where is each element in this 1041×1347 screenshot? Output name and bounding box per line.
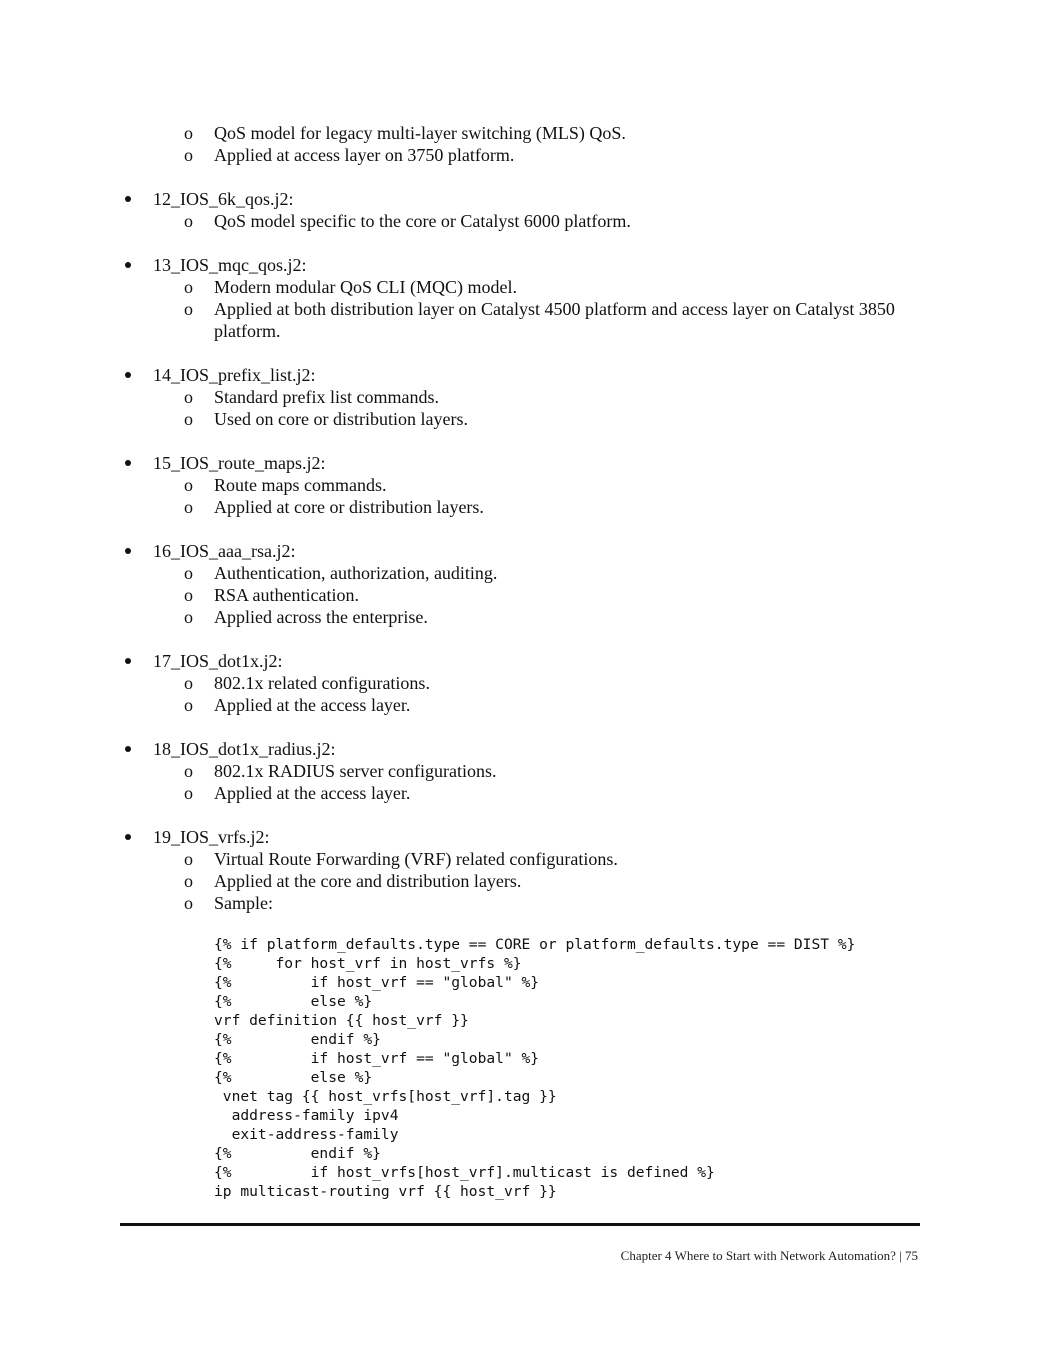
circle-bullet-icon: o	[184, 849, 193, 869]
sub-item: o Applied at the access layer.	[184, 695, 411, 715]
sub-item: o Used on core or distribution layers.	[184, 409, 468, 429]
section-item	[122, 364, 912, 430]
sublist	[153, 672, 912, 716]
circle-bullet-icon: o	[184, 409, 193, 429]
sublist	[153, 386, 912, 430]
sub-item: o 802.1x RADIUS server configurations.	[184, 761, 497, 781]
sub-item: o Virtual Route Forwarding (VRF) related configurations.	[184, 849, 618, 869]
circle-bullet-icon: o	[184, 277, 193, 297]
section-item	[122, 738, 912, 804]
section-item	[122, 188, 912, 232]
page-footer: Chapter 4 Where to Start with Network Automation? | 75	[620, 1248, 918, 1263]
section-title: 15_IOS_route_maps.j2:	[153, 453, 326, 473]
sub-item: o Route maps commands.	[184, 475, 387, 495]
section-title: 13_IOS_mqc_qos.j2:	[153, 255, 307, 275]
section-item	[122, 540, 912, 628]
circle-bullet-icon: o	[184, 585, 193, 605]
circle-bullet-icon: o	[184, 893, 193, 913]
dot-bullet-icon	[122, 738, 134, 760]
sub-item: o QoS model specific to the core or Catalyst 6000 platform.	[184, 211, 631, 231]
sublist	[153, 562, 912, 628]
circle-bullet-icon: o	[184, 695, 193, 715]
top-list	[122, 122, 912, 1201]
circle-bullet-icon: o	[184, 607, 193, 627]
footer-rule	[120, 1223, 920, 1226]
circle-bullet-icon: o	[184, 783, 193, 803]
dot-bullet-icon	[122, 540, 134, 562]
section-item	[122, 826, 912, 1201]
dot-bullet-icon	[122, 826, 134, 848]
section-title: 18_IOS_dot1x_radius.j2:	[153, 739, 336, 759]
code-sample: {% if platform_defaults.type == CORE or platform_defaults.type == DIST %} {% for host_vrf in host_vrfs %} {% if host_vrf == "global" %} {% else %} vrf definition {{ host_vrf }} {% endif %} {% if host_vrf == "global" %} {% else %} vnet tag {{ host_vrfs[host_vrf].tag }} address-family ipv4 exit-address-family {% endif %} {% if host_vrfs[host_vrf].multicast is defined %} ip multicast-routing vrf {{ host_vrf }}	[214, 936, 856, 1200]
circle-bullet-icon: o	[184, 497, 193, 517]
dot-bullet-icon	[122, 452, 134, 474]
sublist	[153, 210, 912, 232]
circle-bullet-icon: o	[184, 299, 193, 319]
sub-item: o QoS model for legacy multi-layer switching (MLS) QoS.	[184, 123, 626, 143]
dot-bullet-icon	[122, 254, 134, 276]
section-title: 19_IOS_vrfs.j2:	[153, 827, 270, 847]
section-item	[122, 452, 912, 518]
section-title: 16_IOS_aaa_rsa.j2:	[153, 541, 296, 561]
sub-item: o Applied at the access layer.	[184, 783, 411, 803]
sub-item: o Modern modular QoS CLI (MQC) model.	[184, 277, 517, 297]
dot-bullet-icon	[122, 650, 134, 672]
section-item	[122, 254, 912, 342]
sublist	[153, 848, 912, 914]
sub-item: o RSA authentication.	[184, 585, 359, 605]
circle-bullet-icon: o	[184, 475, 193, 495]
dot-bullet-icon	[122, 364, 134, 386]
circle-bullet-icon: o	[184, 123, 193, 143]
sub-item: o Applied at access layer on 3750 platform.	[184, 145, 515, 165]
sublist	[153, 276, 912, 342]
dot-bullet-icon	[122, 188, 134, 210]
intro-sublist	[153, 122, 912, 166]
sub-item: o Standard prefix list commands.	[184, 387, 439, 407]
section-title: 14_IOS_prefix_list.j2:	[153, 365, 316, 385]
section-title: 12_IOS_6k_qos.j2:	[153, 189, 294, 209]
sublist	[153, 760, 912, 804]
circle-bullet-icon: o	[184, 673, 193, 693]
sub-item: o Applied at the core and distribution layers.	[184, 871, 522, 891]
continued-item	[122, 122, 912, 166]
page-content	[122, 122, 912, 1223]
sublist	[153, 474, 912, 518]
sub-item: o Applied at both distribution layer on Catalyst 4500 platform and access layer on Catalyst 3850 platform.	[184, 299, 895, 341]
section-title: 17_IOS_dot1x.j2:	[153, 651, 283, 671]
circle-bullet-icon: o	[184, 211, 193, 231]
circle-bullet-icon: o	[184, 761, 193, 781]
circle-bullet-icon: o	[184, 871, 193, 891]
sub-item: o Applied across the enterprise.	[184, 607, 428, 627]
circle-bullet-icon: o	[184, 387, 193, 407]
sub-item: o 802.1x related configurations.	[184, 673, 430, 693]
sub-item: o Applied at core or distribution layers.	[184, 497, 484, 517]
sub-item: o Authentication, authorization, auditing.	[184, 563, 498, 583]
circle-bullet-icon: o	[184, 145, 193, 165]
sub-item: o Sample:	[184, 893, 273, 913]
section-item	[122, 650, 912, 716]
circle-bullet-icon: o	[184, 563, 193, 583]
